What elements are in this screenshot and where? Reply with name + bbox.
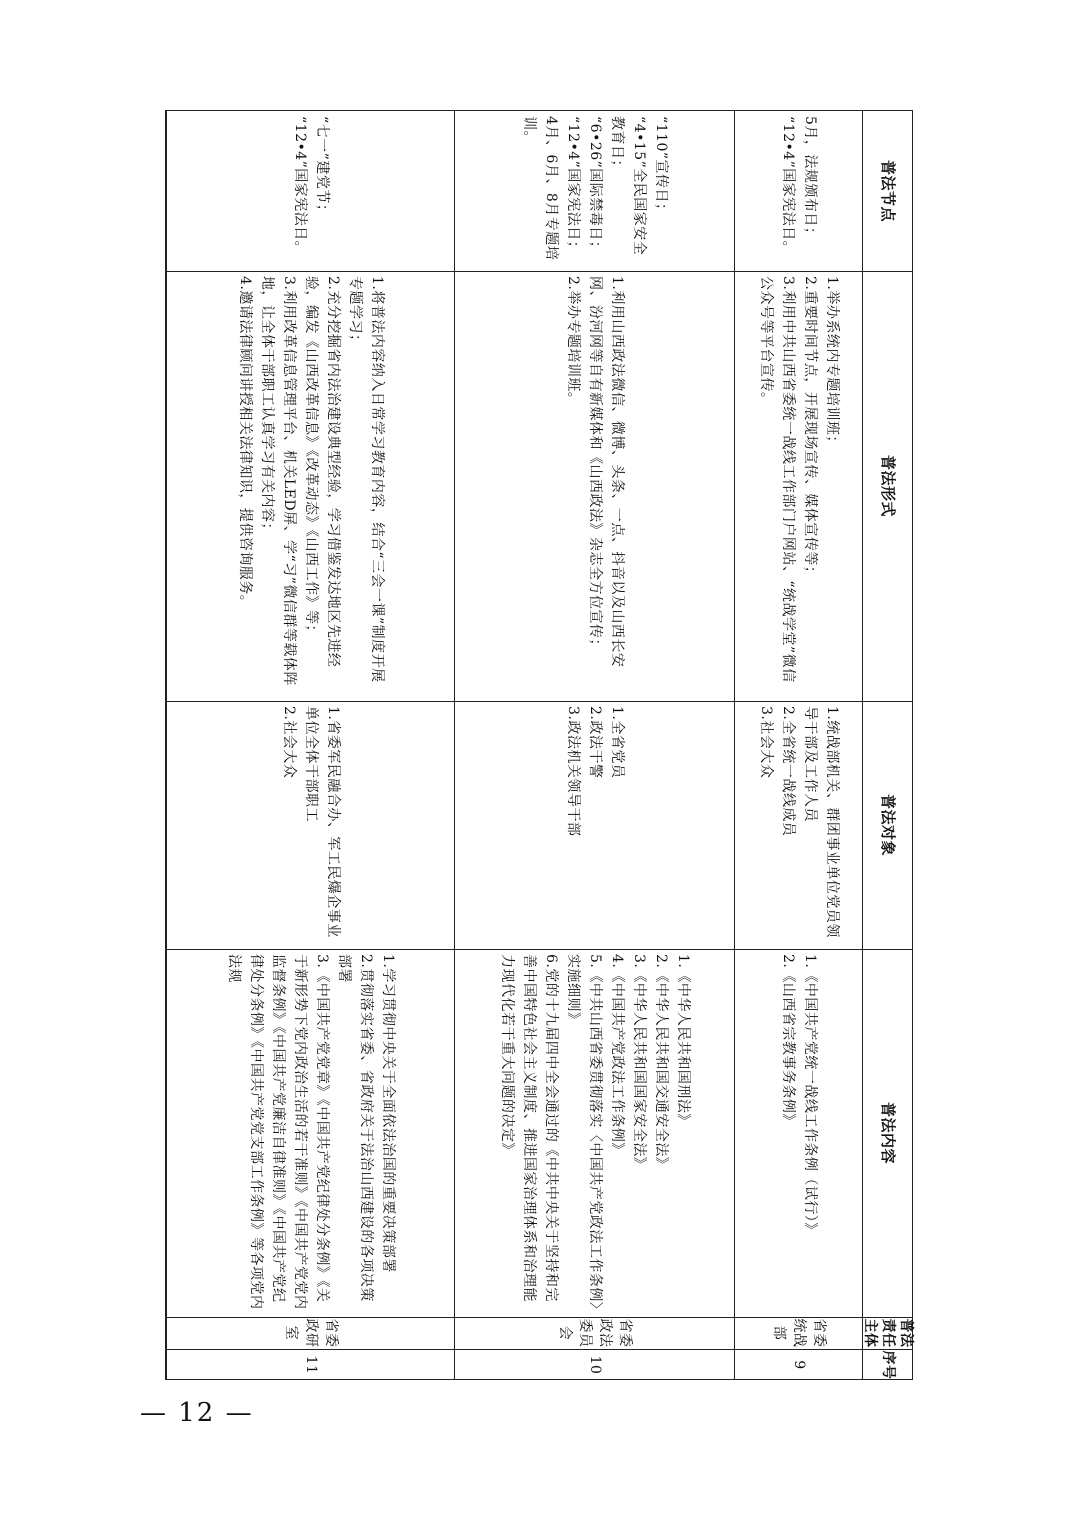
row-9-target-item: 3.社会大众 xyxy=(757,706,774,779)
row-10-node-item: “12•4”国家宪法日； xyxy=(564,116,581,256)
row-9-content-item: 2.《山西省宗教事务条例》 xyxy=(779,954,796,1128)
row-10-form-item: 1.利用山西政法微信、微博、头条、一点、抖音以及山西长安网、汾河网等自有新媒体和《山西政法》杂志全方位宣传； xyxy=(586,276,625,668)
row-10-content-item: 5.《中共山西省委贯彻落实〈中国共产党政法工作条例〉实施细则》 xyxy=(564,954,603,1310)
row-11-target-item: 2.社会大众 xyxy=(280,706,297,779)
row-10-node-item: “6•26”国际禁毒日； xyxy=(586,116,603,256)
header-content: 普法内容 xyxy=(878,1101,897,1164)
row-9-node xyxy=(777,116,821,266)
row-9-form-item: 1.举办系统内专题培训班； xyxy=(823,276,840,450)
row-10-no: 10 xyxy=(586,1355,603,1375)
row-10-content-item: 3.《中华人民共和国国家安全法》 xyxy=(630,954,647,1172)
row-11-target-item: 1.省委军民融合办、军工民爆企事业单位全体干部职工 xyxy=(302,706,341,938)
row-10-form xyxy=(562,276,628,696)
row-11-content-item: 2.贯彻落实省委、省政府关于法治山西建设的各项决策部署 xyxy=(335,954,374,1302)
header-no: 序号 xyxy=(879,1350,896,1380)
row-11-content xyxy=(223,954,399,1312)
row-9-subject: 省委统战部 xyxy=(770,1318,827,1348)
header-subject: 普法责任主体 xyxy=(861,1318,914,1348)
row-9-content xyxy=(777,954,821,1312)
row-10-subject: 省委政法委员会 xyxy=(556,1318,633,1348)
row-11-target xyxy=(278,706,344,944)
row-9-no: 9 xyxy=(790,1360,807,1370)
row-10-target-item: 1.全省党员 xyxy=(608,706,625,779)
row-10-content-item: 2.《中华人民共和国交通安全法》 xyxy=(652,954,669,1172)
row-11-node-item: “12•4”国家宪法日。 xyxy=(291,116,308,256)
row-10-content-item: 1.《中华人民共和国刑法》 xyxy=(674,954,691,1128)
row-9-node-item: “12•4”国家宪法日。 xyxy=(779,116,796,256)
row-10-node-item: “4•15”全民国家安全教育日； xyxy=(608,116,647,256)
row-11-form-item: 3.利用改革信息管理平台、机关LED屏、学“习”微信群等载体阵地，让全体干部职工认真学习有关内容； xyxy=(258,276,297,686)
row-10-form-item: 2.举办专题培训班。 xyxy=(564,276,581,407)
row-11-form-item: 2.充分挖掘省内法治建设典型经验，学习借鉴发达地区先进经验，编发《山西改革信息》《改革动态》《山西工作》等； xyxy=(302,276,341,668)
row-10-node-item: “110”宣传日； xyxy=(652,116,669,218)
regulation-table xyxy=(165,110,913,1380)
row-9-node-item: 5月，法规颁布日； xyxy=(801,116,818,242)
row-10-target-item: 3.政法机关领导干部 xyxy=(564,706,581,837)
row-10-content-item: 6.党的十九届四中全会通过的《中共中央关于坚持和完善中国特色社会主义制度、推进国家治理体系和治理能力现代化若干重大问题的决定》 xyxy=(498,954,559,1302)
row-9-target-item: 1.统战部机关、群团事业单位党员领导干部及工作人员 xyxy=(801,706,840,938)
row-11-form-item: 1.将普法内容纳入日常学习教育内容，结合“三会一课”制度开展专题学习； xyxy=(346,276,385,683)
row-10-target-item: 2.政法干警 xyxy=(586,706,603,779)
row-11-form xyxy=(234,276,388,696)
table-row xyxy=(454,111,734,1379)
row-11-no: 11 xyxy=(302,1355,319,1375)
row-10-content-item: 4.《中国共产党政法工作条例》 xyxy=(608,954,625,1157)
row-11-subject: 省委政研室 xyxy=(282,1318,339,1348)
row-11-node-item: “七一”建党节； xyxy=(313,116,330,219)
header-row xyxy=(862,111,912,1379)
row-10-node-item: 4月、6月、8月专题培训。 xyxy=(520,116,559,261)
row-9-target xyxy=(755,706,843,944)
row-10-content xyxy=(496,954,694,1312)
row-9-target-item: 2.全省统一战线成员 xyxy=(779,706,796,837)
header-node: 普法节点 xyxy=(878,159,897,222)
table-row xyxy=(166,111,454,1379)
row-9-form-item: 3.利用中共山西省委统一战线工作部门户网站、“统战学堂”微信公众号等平台宣传。 xyxy=(757,276,796,683)
row-11-node xyxy=(289,116,333,266)
row-9-form xyxy=(755,276,843,696)
row-9-form-item: 2.重要时间节点，开展现场宣传、媒体宣传等； xyxy=(801,276,818,581)
table-row xyxy=(734,111,862,1379)
header-target: 普法对象 xyxy=(878,793,897,856)
row-9-content-item: 1.《中国共产党统一战线工作条例（试行）》 xyxy=(801,954,818,1237)
row-10-target xyxy=(562,706,628,944)
row-11-content-item: 1.学习贯彻中央关于全面依法治国的重要决策部署 xyxy=(379,954,396,1273)
page-number: — 12 — xyxy=(140,1398,254,1428)
header-form: 普法形式 xyxy=(878,454,897,517)
row-11-form-item: 4.邀请法律顾问讲授相关法律知识，提供咨询服务。 xyxy=(236,276,253,610)
row-10-node xyxy=(518,116,672,266)
row-11-content-item: 3.《中国共产党党章》《中国共产党纪律处分条例》《关于新形势下党内政治生活的若干准则》《中国共产党党内监督条例》《中国共产党廉洁自律准则》《中国共产党纪律处分条例》《中国共产党党支部工作条例》等各项党内法规 xyxy=(225,954,330,1310)
